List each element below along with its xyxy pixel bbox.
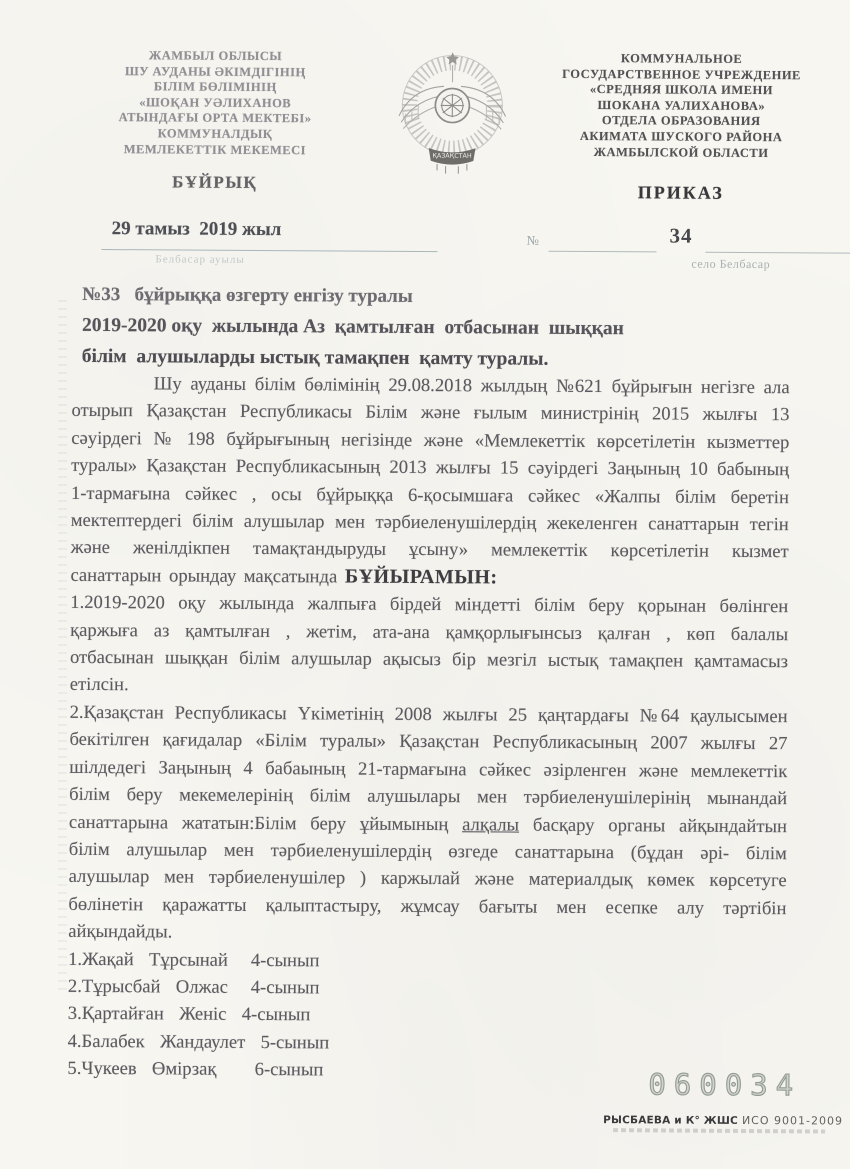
org-name-kazakh	[51, 48, 380, 202]
org-line: «СРЕДНЯЯ ШКОЛА ИМЕНИ	[589, 82, 774, 98]
org-line: ГОСУДАРСТВЕННОЕ УЧРЕЖДЕНИЕ	[562, 66, 801, 82]
place-russian: село Белбасар	[691, 256, 771, 272]
org-line: МЕМЛЕКЕТТІК МЕКЕМЕСІ	[123, 141, 307, 157]
doc-type-kazakh: БҰЙРЫҚ	[172, 172, 258, 193]
underlined-word: алқалы	[462, 813, 520, 836]
date-underline	[101, 249, 437, 252]
order-subject	[82, 279, 625, 375]
org-line: ШУ АУДАНЫ ӘКІМДІГІНІҢ	[125, 63, 306, 79]
serial-number-stamp: 060034	[648, 1067, 802, 1103]
student-list	[67, 945, 786, 1086]
student-list-item: 5.Чукеев Өмірзақ 6-сынып	[67, 1057, 324, 1081]
preamble-paragraph	[70, 370, 789, 594]
doc-type-russian: ПРИКАЗ	[637, 182, 724, 203]
subject-line: 2019-2020 оқу жылында Аз қамтылған отбасынан шыққан	[81, 314, 625, 340]
iso-certification: ИСО 9001-2009	[741, 1113, 844, 1128]
student-list-item: 3.Қартайған Женіс 4-сынып	[67, 1003, 311, 1026]
org-line: ШОКАНА УАЛИХАНОВА»	[597, 97, 766, 113]
kazakhstan-emblem-icon	[388, 50, 517, 183]
date-number-row	[73, 216, 840, 285]
clause-2	[68, 699, 787, 950]
letterhead	[51, 48, 838, 205]
org-line: ЖАМБЫЛСКОЙ ОБЛАСТИ	[593, 144, 769, 160]
order-date: 29 тамыз 2019 жыл	[111, 218, 282, 241]
number-sign: №	[526, 232, 539, 248]
number-blank-line	[705, 252, 850, 254]
org-name-russian	[525, 51, 838, 205]
org-line: «ШОҚАН УӘЛИХАНОВ	[139, 95, 292, 110]
emblem-ribbon-text: ҚАЗАҚСТАН	[432, 151, 472, 160]
clause-2-text: басқару органы айқындайтын білім алушылар мен тәрбиеленушілердің өзгеде санаттарына (бұдан әрі- білім алушылар мен тәрбиеленушілер ) каржылай және материалдық көмек көрсетуге бөлінетін қаражатты қалыптастыру, жұмсау бағыты мен есепке алу тәртібін айқындайды.	[68, 814, 788, 943]
org-line: КОММУНАЛЬНОЕ	[620, 51, 743, 66]
illegible-microtext-line	[613, 1128, 825, 1133]
print-shop-footer	[599, 1113, 844, 1133]
org-line: ЖАМБЫЛ ОБЛЫСЫ	[148, 48, 283, 64]
student-list-item: 4.Балабек Жандаулет 5-сынып	[67, 1030, 330, 1054]
student-list-item: 1.Жақай Тұрсынай 4-сынып	[68, 948, 320, 971]
order-body	[67, 370, 789, 1087]
subject-line: №33 бұйрыққа өзгерту енгізу туралы	[82, 283, 413, 307]
clause-2-text: 2.Қазақстан Республикасы Үкіметінің 2008 жылғы 25 қаңтардағы №64 қаулысымен бекітілген қағидалар «Білім туралы» Қазақстан Республикасының 2007 жылғы 27 шілдедегі Заңының 4 бабаының 21-тармағына сәйкес әзірленген және мемлекеттік білім беру мекемелерінің білім алушылары мен тәрбиеленушілерінің мынандай санаттарына жататын:Білім беру ұйымының	[68, 701, 788, 835]
org-line: БІЛІМ БӨЛІМІНІҢ	[153, 79, 277, 95]
student-list-item: 2.Тұрысбай Олжас 4-сынып	[67, 975, 320, 999]
org-line: ОТДЕЛА ОБРАЗОВАНИЯ	[601, 113, 761, 129]
order-number: 34	[669, 223, 693, 248]
clause-1: 1.2019-2020 оқу жылында жалпыға бірдей міндетті білім беру қорынан бөлінген қаржыға аз қамтылған , жетім, ата-ана қамқорлығынсыз қалған , көп балалы отбасынан шыққан білім алушылар ақысыз бір мезгіл ыстық тамақпен қамтамасыз етілсін.	[69, 592, 789, 696]
number-blank-line	[548, 251, 656, 253]
print-shop-name: РЫСБАЕВА и К° ЖШС	[603, 1113, 739, 1127]
org-line: АТЫНДАҒЫ ОРТА МЕКТЕБІ»	[118, 110, 312, 126]
preamble-text: Шу ауданы білім бөлімінің 29.08.2018 жылдың №621 бұйрығын негізге ала отырып Қазақстан Республикасы Білім және ғылым министрінің 2015 жылғы 13 сәуірдегі № 198 бұйрығының негізінде және «Мемлекеттік көрсетілетін кызметтер туралы» Қазақстан Республикасының 2013 жылғы 15 сәуірдегі Заңының 10 бабының 1-тармағына сәйкес , осы бұйрыққа 6-қосымшаға сәйкес «Жалпы білім беретін мектептердегі білім алушылар мен тәрбиеленушілердің жекеленген санаттарын тегін және женілдікпен тамақтандыруды ұсыну» мемлекеттік көрсетілетін кызмет санаттарын орындау мақсатында	[70, 373, 790, 588]
date-place-kazakh: Белбасар ауылы	[155, 253, 245, 266]
subject-line: білім алушыларды ыстық тамақпен қамту туралы.	[81, 345, 549, 370]
order-verb: БҰЙЫРАМЫН:	[344, 565, 498, 589]
emblem-container	[378, 50, 525, 203]
org-line: АКИМАТА ШУСКОГО РАЙОНА	[579, 128, 783, 145]
org-line: КОММУНАЛДЫҚ	[157, 126, 273, 142]
